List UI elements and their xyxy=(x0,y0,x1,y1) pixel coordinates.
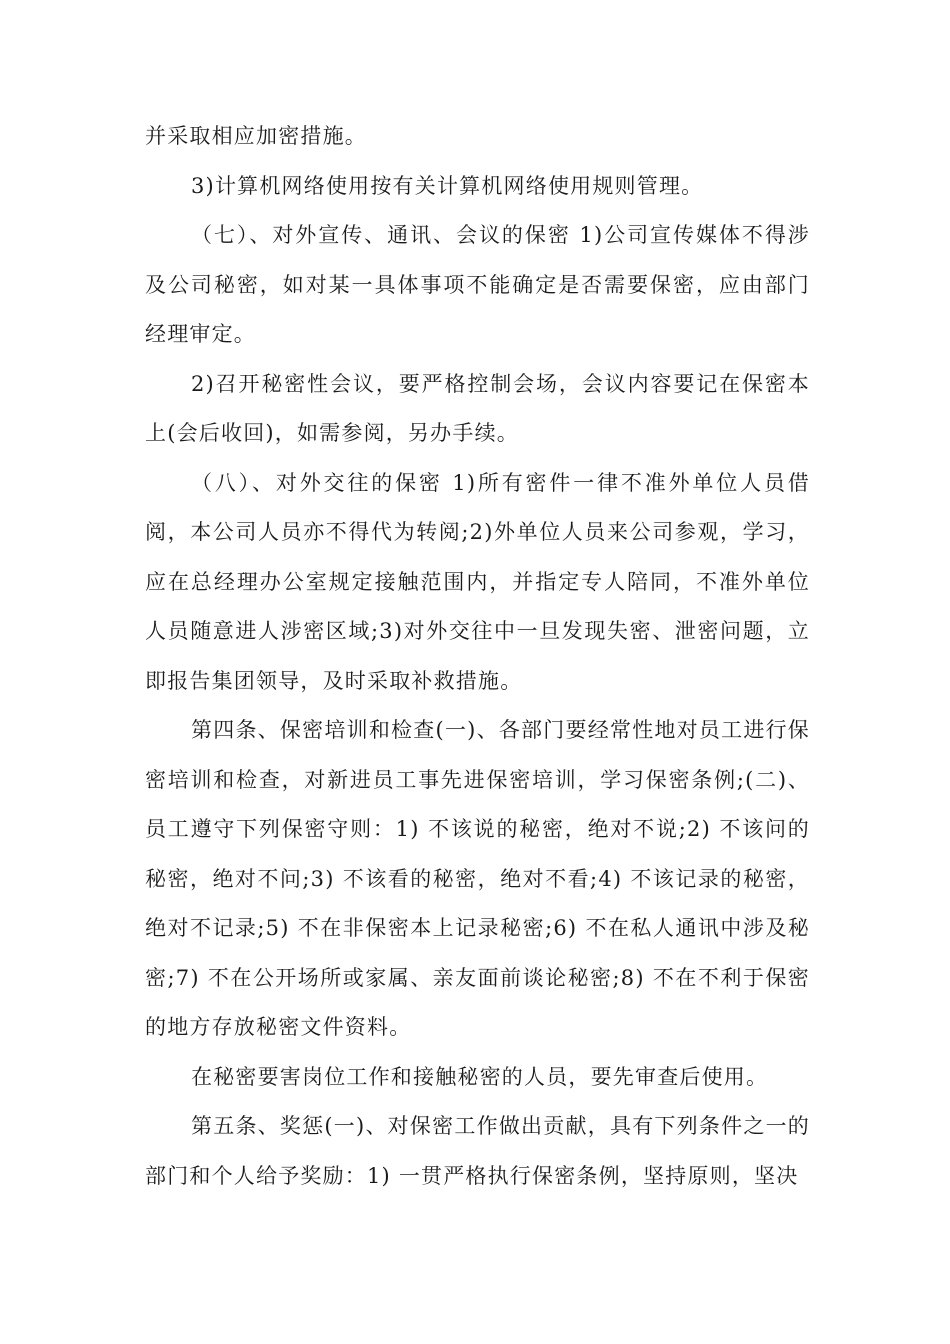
paragraph-article-five-rewards: 第五条、奖惩(一)、对保密工作做出贡献，具有下列条件之一的部门和个人给予奖励：1) 一贯严格执行保密条例，坚持原则，坚决 xyxy=(145,1114,810,1188)
document-body xyxy=(145,112,810,1201)
paragraph-key-positions: 在秘密要害岗位工作和接触秘密的人员，要先审查后使用。 xyxy=(191,1064,769,1089)
paragraph-network-usage: 3)计算机网络使用按有关计算机网络使用规则管理。 xyxy=(191,173,704,198)
paragraph-external-relations: （八）、对外交往的保密 1)所有密件一律不准外单位人员借阅，本公司人员亦不得代为转阅;2)外单位人员来公司参观，学习，应在总经理办公室规定接触范围内，并指定专人陪同，不准外单位人员随意进人涉密区域;3)对外交往中一旦发现失密、泄密问题，立即报告集团领导，及时采取补救措施。 xyxy=(145,470,810,693)
paragraph-encryption-measures: 并采取相应加密措施。 xyxy=(145,124,367,148)
paragraph-secret-meetings: 2)召开秘密性会议，要严格控制会场，会议内容要记在保密本上(会后收回)，如需参阅，另办手续。 xyxy=(145,371,810,445)
paragraph-publicity-confidentiality: （七）、对外宣传、通讯、会议的保密 1)公司宣传媒体不得涉及公司秘密，如对某一具体事项不能确定是否需要保密，应由部门经理审定。 xyxy=(145,223,810,346)
paragraph-article-four-training: 第四条、保密培训和检查(一)、各部门要经常性地对员工进行保密培训和检查，对新进员工事先进保密培训，学习保密条例;(二)、员工遵守下列保密守则：1) 不该说的秘密，绝对不说;2) 不该问的秘密，绝对不问;3) 不该看的秘密，绝对不看;4) 不该记录的秘密，绝对不记录;5) 不在非保密本上记录秘密;6) 不在私人通讯中涉及秘密;7) 不在公开场所或家属、亲友面前谈论秘密;8) 不在不利于保密的地方存放秘密文件资料。 xyxy=(145,718,810,1039)
